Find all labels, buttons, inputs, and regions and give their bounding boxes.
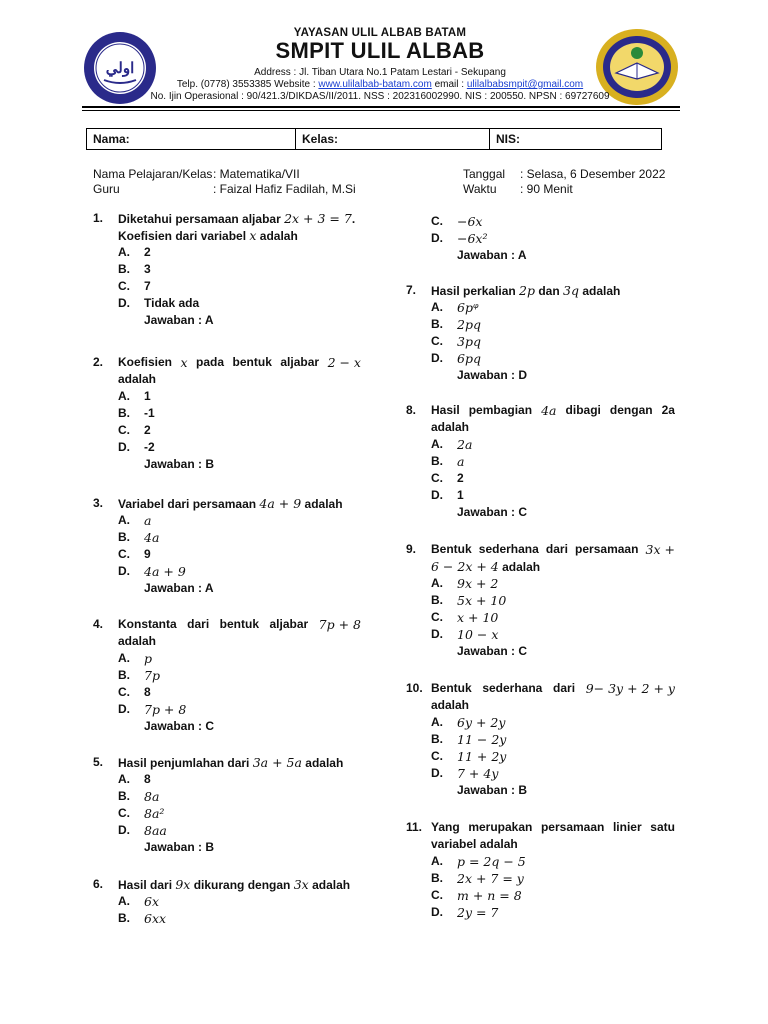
question-text	[118, 210, 355, 228]
name-label: Nama:	[93, 132, 130, 146]
option-value: 8aa	[144, 823, 167, 838]
option-value: 2a	[457, 437, 473, 452]
option-value: 7p	[144, 668, 160, 683]
question-8	[406, 402, 676, 521]
expression: 7p + 8	[318, 617, 361, 632]
question-5	[93, 754, 361, 856]
option-value: 2pq	[457, 317, 481, 332]
question-text: adalah	[118, 372, 157, 386]
answer-text: Jawaban : D	[457, 368, 528, 382]
option-value: 5x + 10	[457, 593, 507, 608]
text-part: Hasil dari	[118, 878, 176, 892]
option-value: 2	[144, 423, 151, 437]
option-b[interactable]	[406, 731, 676, 748]
question-6-continued	[406, 213, 676, 264]
question-number: 1.	[93, 211, 104, 225]
question-text	[118, 354, 361, 371]
text-part: sederhana	[482, 681, 543, 695]
option-b[interactable]	[93, 788, 361, 805]
option-value: Tidak ada	[144, 296, 200, 310]
text-part: Hasil perkalian	[431, 284, 520, 298]
option-label: D.	[118, 440, 130, 454]
option-label: B.	[118, 789, 130, 803]
option-c[interactable]	[406, 748, 676, 765]
text-part: dibagi	[565, 403, 601, 417]
nis-field[interactable]	[490, 129, 660, 149]
option-label: C.	[118, 279, 130, 293]
question-6	[93, 876, 361, 927]
text-part: Bentuk	[431, 681, 472, 695]
time-label: Waktu	[463, 182, 497, 196]
school-name: SMPIT ULIL ALBAB	[275, 38, 485, 63]
question-number: 6.	[93, 877, 104, 891]
option-label: A.	[431, 300, 443, 314]
option-label: C.	[118, 547, 130, 561]
foundation-name: YAYASAN ULIL ALBAB BATAM	[293, 27, 467, 39]
option-label: B.	[118, 668, 130, 682]
option-d[interactable]	[93, 563, 361, 580]
option-label: A.	[118, 245, 130, 259]
option-value: 1	[457, 488, 464, 502]
option-c[interactable]	[93, 684, 361, 701]
expression: 3a + 5a	[252, 755, 302, 770]
option-value: 2y = 7	[457, 905, 499, 920]
option-label: A.	[118, 651, 130, 665]
option-label: A.	[431, 715, 443, 729]
answer-key	[93, 312, 361, 329]
text-part: dengan	[609, 403, 653, 417]
option-b[interactable]	[93, 405, 361, 422]
question-number: 10.	[406, 681, 423, 695]
option-label: C.	[431, 214, 443, 228]
text-part: Koefisien dari variabel	[118, 229, 250, 243]
option-d[interactable]	[406, 626, 676, 643]
answer-text: Jawaban : B	[144, 457, 215, 471]
question-number: 8.	[406, 403, 417, 417]
text-part: sederhana	[478, 542, 539, 556]
option-value: -2	[144, 440, 155, 454]
option-a[interactable]	[406, 299, 676, 316]
expression: 3x +	[645, 542, 675, 557]
question-3	[93, 495, 361, 597]
question-text	[431, 558, 540, 576]
option-label: A.	[431, 854, 443, 868]
option-a[interactable]	[93, 388, 361, 405]
school-address: Address : Jl. Tiban Utara No.1 Patam Lestari - Sekupang	[254, 67, 506, 78]
option-a[interactable]	[406, 853, 676, 870]
question-number: 2.	[93, 355, 104, 369]
option-value: a	[144, 513, 152, 528]
class-label: Kelas:	[302, 132, 339, 146]
option-value: 3pq	[457, 334, 481, 349]
option-value: -1	[144, 406, 155, 420]
option-a[interactable]	[93, 771, 361, 788]
option-label: C.	[431, 749, 443, 763]
option-b[interactable]	[406, 316, 676, 333]
text-part: adalah	[579, 284, 621, 298]
text-part: pada	[196, 355, 225, 369]
option-value: 8	[144, 772, 151, 786]
answer-key	[93, 718, 361, 735]
option-a[interactable]	[406, 436, 676, 453]
text-part: aljabar	[280, 355, 320, 369]
question-text: variabel adalah	[431, 837, 518, 851]
answer-key	[406, 782, 676, 799]
teacher-label: Guru	[93, 182, 120, 196]
question-11	[406, 819, 676, 921]
option-label: D.	[431, 351, 443, 365]
option-c[interactable]	[93, 546, 361, 563]
option-label: C.	[431, 888, 443, 902]
option-label: D.	[118, 296, 130, 310]
option-d[interactable]	[406, 904, 676, 921]
option-value: 1	[144, 389, 151, 403]
option-value: −6x²	[457, 231, 488, 246]
answer-key	[406, 367, 676, 384]
text-part: Yang	[431, 820, 460, 834]
text-part: Bentuk	[431, 542, 472, 556]
option-b[interactable]	[406, 453, 676, 470]
option-a[interactable]	[93, 512, 361, 529]
text-part: Hasil	[431, 403, 460, 417]
option-label: D.	[431, 905, 443, 919]
option-d[interactable]	[406, 350, 676, 367]
answer-text: Jawaban : A	[144, 581, 214, 595]
text-part: 2a	[661, 403, 675, 417]
option-d[interactable]	[93, 295, 361, 312]
option-d[interactable]	[93, 822, 361, 839]
answer-text: Jawaban : C	[457, 505, 528, 519]
text-part: Konstanta	[118, 617, 177, 631]
option-label: C.	[431, 471, 443, 485]
equation: 4a + 9	[259, 496, 302, 511]
text-part: adalah	[308, 878, 351, 892]
option-a[interactable]	[93, 893, 361, 910]
question-text	[431, 680, 675, 697]
text-part: dari	[553, 681, 576, 695]
svg-text:ﺍﻭﻟﻲ: ﺍﻭﻟﻲ	[105, 59, 135, 77]
phone-label: Telp. (0778) 3553385 Website :	[176, 79, 319, 90]
option-label: D.	[118, 823, 130, 837]
option-b[interactable]	[406, 870, 676, 887]
text-part: Diketahui persamaan aljabar	[118, 212, 285, 226]
expression: 9− 3y + 2 + y	[585, 681, 675, 696]
option-label: A.	[118, 389, 130, 403]
question-9	[406, 541, 676, 660]
website-link[interactable]: www.ulilalbab-batam.com	[318, 79, 432, 90]
option-c[interactable]	[93, 805, 361, 822]
option-value: 9	[144, 547, 151, 561]
option-value: 11 + 2y	[457, 749, 507, 764]
option-label: B.	[118, 911, 130, 925]
text-part: bentuk	[219, 617, 259, 631]
time-value: : 90 Menit	[520, 182, 573, 196]
school-license: No. Ijin Operasional : 90/421.3/DIKDAS/II/2011. NSS : 202316002990. NIS : 200550. NPSN : 69727609	[150, 91, 610, 102]
option-b[interactable]	[93, 910, 361, 927]
answer-text: Jawaban : C	[144, 719, 215, 733]
option-label: A.	[431, 437, 443, 451]
option-b[interactable]	[93, 529, 361, 546]
school-contact	[150, 79, 610, 90]
option-c[interactable]	[93, 422, 361, 439]
text-part: Hasil penjumlahan dari	[118, 756, 253, 770]
text-part: dikurang dengan	[190, 878, 294, 892]
option-value: 3	[144, 262, 151, 276]
question-text	[118, 876, 350, 894]
option-d[interactable]	[406, 765, 676, 782]
option-value: 10 − x	[457, 627, 499, 642]
text-part: .	[351, 212, 356, 226]
option-value: m + n = 8	[457, 888, 522, 903]
option-label: D.	[118, 702, 130, 716]
option-label: B.	[431, 732, 443, 746]
option-label: A.	[118, 894, 130, 908]
option-label: B.	[118, 530, 130, 544]
option-label: A.	[118, 772, 130, 786]
option-c[interactable]	[406, 609, 676, 626]
date-label: Tanggal	[463, 167, 506, 181]
question-text	[431, 541, 675, 558]
answer-text: Jawaban : C	[457, 644, 528, 658]
answer-key	[406, 247, 676, 264]
question-text	[431, 282, 620, 300]
option-c[interactable]	[406, 470, 676, 487]
option-label: B.	[431, 593, 443, 607]
term: 2p	[519, 283, 536, 298]
answer-key	[406, 643, 676, 660]
option-value: 8	[144, 685, 151, 699]
option-b[interactable]	[93, 667, 361, 684]
question-2	[93, 354, 361, 473]
option-value: 2x + 7 = y	[457, 871, 524, 886]
term: 4a	[541, 403, 557, 418]
option-label: A.	[118, 513, 130, 527]
answer-text: Jawaban : A	[144, 313, 214, 327]
question-text: adalah	[118, 634, 157, 648]
equation: 2x + 3 = 7	[284, 211, 352, 226]
text-part: adalah	[301, 756, 344, 770]
option-a[interactable]	[406, 575, 676, 592]
question-number: 3.	[93, 496, 104, 510]
term: 3q	[563, 283, 579, 298]
subject-value: : Matematika/VII	[213, 167, 300, 181]
option-value: p = 2q − 5	[457, 854, 526, 869]
option-value: 4a	[144, 530, 160, 545]
option-label: C.	[118, 806, 130, 820]
foundation-logo	[82, 30, 158, 106]
option-value: 11 − 2y	[457, 732, 507, 747]
question-10	[406, 680, 676, 799]
student-identity-table	[86, 128, 662, 150]
answer-key	[406, 504, 676, 521]
header-divider-thick	[82, 106, 680, 108]
option-label: C.	[118, 423, 130, 437]
question-number: 11.	[406, 820, 423, 834]
class-field[interactable]	[296, 129, 489, 149]
teacher-value: : Faizal Hafiz Fadilah, M.Si	[213, 182, 356, 196]
text-part: persamaan	[575, 542, 639, 556]
option-label: D.	[118, 564, 130, 578]
text-part: dan	[535, 284, 564, 298]
option-a[interactable]	[406, 714, 676, 731]
option-value: 9x + 2	[457, 576, 499, 591]
option-label: D.	[431, 766, 443, 780]
option-label: A.	[431, 576, 443, 590]
question-text	[118, 754, 343, 772]
answer-text: Jawaban : A	[457, 248, 527, 262]
text-part: adalah	[498, 560, 541, 574]
question-text	[118, 227, 298, 245]
option-c[interactable]	[406, 213, 676, 230]
option-label: C.	[118, 685, 130, 699]
answer-key	[93, 456, 361, 473]
text-part: Koefisien	[118, 355, 173, 369]
answer-key	[93, 580, 361, 597]
variable: x	[249, 228, 257, 243]
question-text	[431, 819, 675, 836]
option-label: B.	[118, 406, 130, 420]
option-value: x + 10	[457, 610, 499, 625]
question-text: adalah	[431, 420, 470, 434]
variable: x	[180, 355, 188, 370]
option-value: 8a	[144, 789, 160, 804]
email-link[interactable]: ulilalbabsmpit@gmail.com	[466, 79, 584, 90]
option-value: 6pq	[457, 351, 481, 366]
option-d[interactable]	[406, 487, 676, 504]
date-value: : Selasa, 6 Desember 2022	[520, 167, 666, 181]
term: 3x	[293, 877, 309, 892]
option-value: 6xx	[144, 911, 167, 926]
option-value: 6pᵠ	[457, 300, 479, 315]
option-label: B.	[431, 454, 443, 468]
option-d[interactable]	[93, 439, 361, 456]
question-7	[406, 282, 676, 384]
expression: 6 − 2x + 4	[431, 559, 499, 574]
option-value: 7 + 4y	[457, 766, 499, 781]
option-label: B.	[118, 262, 130, 276]
question-number: 5.	[93, 755, 104, 769]
option-value: 6x	[144, 894, 160, 909]
option-label: D.	[431, 231, 443, 245]
question-number: 9.	[406, 542, 417, 556]
subject-label: Nama Pelajaran/Kelas	[93, 167, 213, 181]
name-field[interactable]	[87, 129, 295, 149]
text-part: bentuk	[232, 355, 272, 369]
option-d[interactable]	[406, 230, 676, 247]
answer-text: Jawaban : B	[457, 783, 528, 797]
option-value: 2	[457, 471, 464, 485]
option-value: 2	[144, 245, 151, 259]
option-label: B.	[431, 871, 443, 885]
question-text	[118, 495, 343, 513]
question-1	[93, 210, 361, 329]
text-part: Variabel dari persamaan	[118, 497, 260, 511]
expression: 2 − x	[327, 355, 361, 370]
option-value: 4a + 9	[144, 564, 186, 579]
option-value: −6x	[457, 214, 483, 229]
option-value: 6y + 2y	[457, 715, 506, 730]
option-a[interactable]	[93, 650, 361, 667]
text-part: dari	[187, 617, 210, 631]
option-b[interactable]	[93, 261, 361, 278]
header-divider-thin	[82, 110, 680, 111]
question-number: 4.	[93, 617, 104, 631]
email-label: email :	[431, 79, 467, 90]
option-c[interactable]	[406, 887, 676, 904]
text-part: persamaan	[540, 820, 605, 834]
text-part: dari	[545, 542, 568, 556]
option-label: C.	[431, 334, 443, 348]
option-value: 8a²	[144, 806, 165, 821]
option-d[interactable]	[93, 701, 361, 718]
option-value: p	[144, 651, 153, 666]
option-label: C.	[431, 610, 443, 624]
option-label: D.	[431, 627, 443, 641]
question-4	[93, 616, 361, 735]
question-text: adalah	[431, 698, 470, 712]
answer-text: Jawaban : B	[144, 840, 215, 854]
option-c[interactable]	[93, 278, 361, 295]
text-part: merupakan	[468, 820, 533, 834]
option-b[interactable]	[406, 592, 676, 609]
option-a[interactable]	[93, 244, 361, 261]
option-value: 7	[144, 279, 151, 293]
question-text	[118, 616, 361, 633]
answer-key	[93, 839, 361, 856]
question-number: 7.	[406, 283, 417, 297]
text-part: satu	[650, 820, 675, 834]
text-part: aljabar	[269, 617, 309, 631]
option-label: D.	[431, 488, 443, 502]
text-part: pembagian	[468, 403, 533, 417]
text-part: linier	[612, 820, 642, 834]
option-value: 7p + 8	[144, 702, 187, 717]
question-text	[431, 402, 675, 419]
option-c[interactable]	[406, 333, 676, 350]
option-label: B.	[431, 317, 443, 331]
text-part: adalah	[301, 497, 343, 511]
text-part: adalah	[256, 229, 298, 243]
term: 9x	[175, 877, 191, 892]
nis-label: NIS:	[496, 132, 520, 146]
option-value: a	[457, 454, 465, 469]
